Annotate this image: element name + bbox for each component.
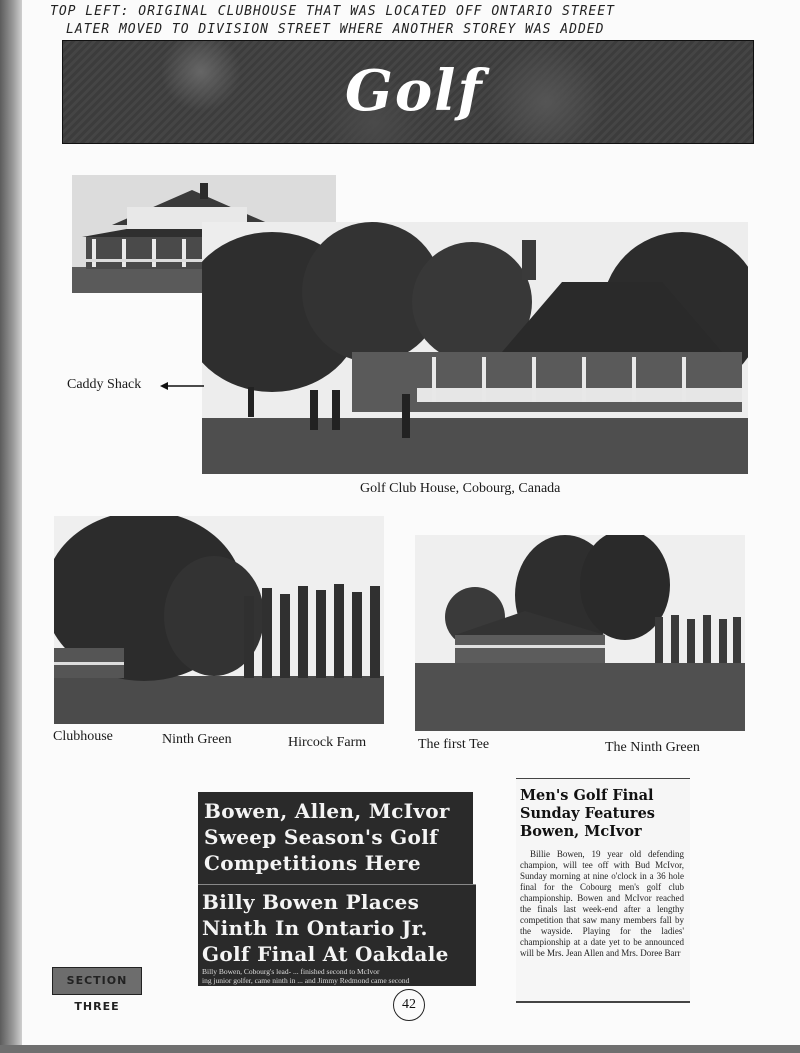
clipping-body-line: ing junior golfer, came ninth in ... and Jimmy Redmond came second [202, 976, 410, 985]
banner-title: Golf [345, 58, 484, 124]
caption-the-ninth-green: The Ninth Green [605, 740, 700, 755]
caption-golf-club-house: Golf Club House, Cobourg, Canada [360, 481, 561, 496]
clipping-headline-line: Sweep Season's Golf [204, 825, 438, 849]
clipping-headline-line: Competitions Here [204, 851, 421, 875]
golf-club-house-photo [202, 222, 748, 474]
clipping-headline-line: Sunday Features [520, 805, 655, 822]
caption-ninth-green: Ninth Green [162, 732, 232, 747]
clipping-headline-line: Men's Golf Final [520, 787, 654, 804]
clipping-headline-line: Billy Bowen Places [202, 890, 420, 914]
handwritten-note-line-1: TOP LEFT: ORIGINAL CLUBHOUSE THAT WAS LOCATED OFF ONTARIO STREET [50, 4, 615, 19]
scan-left-edge [0, 0, 22, 1053]
clipping-headline-line: Bowen, McIvor [520, 823, 642, 840]
handwritten-note-line-2: LATER MOVED TO DIVISION STREET WHERE ANOTHER STOREY WAS ADDED [66, 22, 605, 37]
scan-bottom-edge [0, 1045, 800, 1053]
clubhouse-ninth-green-photo [54, 516, 384, 724]
newspaper-clipping-bowen-allen-mcivor [198, 792, 473, 886]
clipping-headline-line: Ninth In Ontario Jr. [202, 916, 428, 940]
caption-first-tee: The first Tee [418, 737, 490, 752]
clipping-headline-line: Golf Final At Oakdale [202, 942, 449, 966]
newspaper-clipping-billy-bowen [198, 884, 476, 986]
clipping-body: Billie Bowen, 19 year old defending champion, will tee off with Bud McIvor, Sunday morning at nine o'clock in a 36 hole final for the Cobourg men's golf club championship. Bowen and McIvor reached the finals last week-end after a lengthy competition that saw many members fall by the wayside. Playing for the ladies' championship at a date yet to be announced will be Mrs. Jean Allen and Mrs. Doree Barr [520, 849, 684, 958]
clipping-body [202, 967, 476, 985]
caddy-shack-arrow [160, 380, 206, 392]
caption-caddy-shack: Caddy Shack [67, 377, 142, 392]
newspaper-clipping-mens-golf-final [516, 778, 690, 1003]
caption-hircock-farm: Hircock Farm [288, 735, 367, 750]
section-three-badge: SECTION THREE [52, 967, 142, 995]
clipping-body-line: Billy Bowen, Cobourg's lead- ... finished second to McIvor [202, 967, 380, 976]
clipping-headline-line: Bowen, Allen, McIvor [204, 799, 450, 823]
caption-clubhouse: Clubhouse [53, 729, 113, 744]
first-tee-photo [415, 535, 745, 731]
page-number: 42 [393, 989, 425, 1021]
